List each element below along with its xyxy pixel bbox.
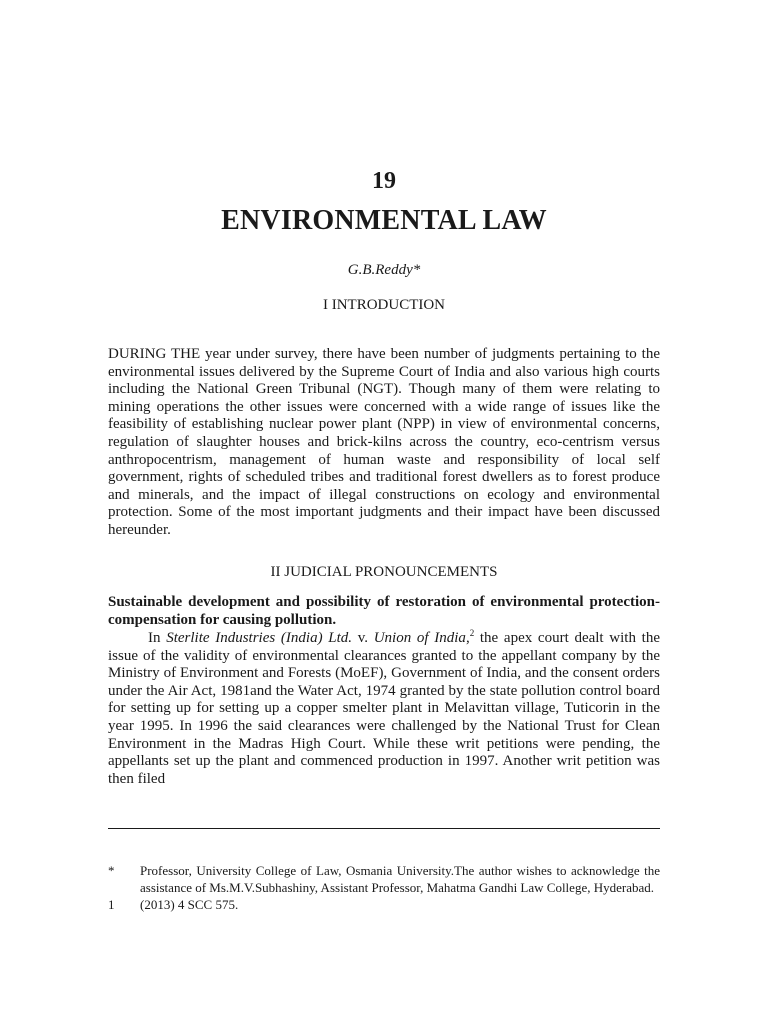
case-versus: v. — [352, 630, 374, 646]
author-name: G.B.Reddy* — [347, 262, 421, 278]
chapter-number: 19 — [372, 168, 396, 194]
subsection-heading: Sustainable development and possibility of restoration of environmental protection-compensation for causing pollution. — [108, 594, 660, 628]
footnote-reference: 2 — [469, 628, 475, 638]
footnote-mark: * — [108, 863, 115, 878]
case-paragraph — [108, 630, 660, 788]
footnote-text: Professor, University College of Law, Osmania University.The author wishes to acknowledge the assistance of Ms.M.V.Subhashiny, Assistant Professor, Mahatma Gandhi Law College, Hyderabad. — [140, 863, 660, 895]
footnote-divider — [108, 828, 660, 829]
footnote-item — [108, 896, 660, 913]
section-heading-introduction: I INTRODUCTION — [322, 297, 446, 313]
chapter-title: ENVIRONMENTAL LAW — [221, 205, 547, 236]
footnote-text: (2013) 4 SCC 575. — [140, 897, 239, 912]
introduction-paragraph — [108, 346, 660, 540]
introduction-lead: DURING THE — [108, 346, 201, 362]
section-heading-judicial: II JUDICIAL PRONOUNCEMENTS — [270, 564, 498, 580]
case-text: the apex court dealt with the issue of the validity of environmental clearances granted to the appellant company by the Ministry of Environment and Forests (MoEF), Government of India, and the consent orders under the Air Act, 1981and the Water Act, 1974 granted by the state pollution control board for setting up for setting up a copper smelter plant in Melavittan village, Tuticorin in the year 1995. In 1996 the said clearances were challenged by the National Trust for Clean Environment in the Madras High Court. While these writ petitions were pending, the appellants set up the plant and commenced production in 1997. Another writ petition was then filed — [108, 630, 660, 787]
footnote-item — [108, 862, 660, 896]
case-intro-word: In — [148, 630, 167, 646]
footnotes — [108, 862, 660, 913]
case-party-one: Sterlite Industries (India) Ltd. — [166, 630, 353, 646]
introduction-text: year under survey, there have been number of judgments pertaining to the environmental issues delivered by the Supreme Court of India and also various high courts including the National Green Tribunal (NGT). Though many of them were relating to mining operations the other issues were concerned with a wide range of issues like the feasibility of establishing nuclear power plant (NPP) in view of environmental concerns, regulation of slaughter houses and brick-kilns across the country, eco-centrism versus anthropocentrism, management of human waste and responsibility of local self government, rights of scheduled tribes and traditional forest dwellers as to forest produce and minerals, and the impact of illegal constructions on ecology and environmental protection. Some of the most important judgments and their impact have been discussed hereunder. — [108, 346, 661, 538]
case-comma: , — [465, 630, 470, 646]
case-party-two: Union of India — [373, 630, 466, 646]
footnote-mark: 1 — [108, 897, 115, 912]
